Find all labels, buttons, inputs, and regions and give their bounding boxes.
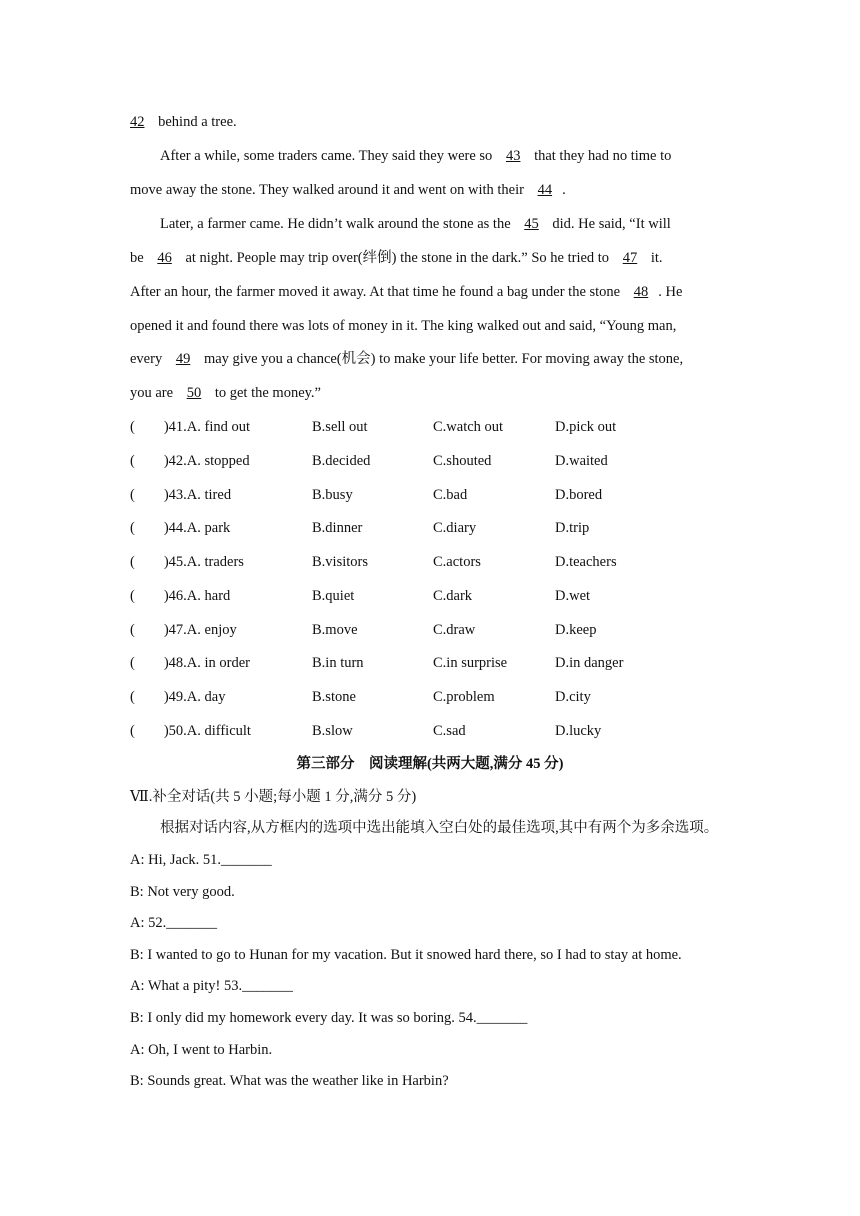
option-c: C.watch out bbox=[433, 419, 504, 435]
blank-46: 46 bbox=[157, 250, 172, 266]
dialogue-line: B: I only did my homework every day. It was so boring. 54._______ bbox=[130, 1010, 528, 1026]
option-d: D.pick out bbox=[555, 419, 617, 435]
passage-line: After a while, some traders came. They said they were so 43 that they had no time to bbox=[160, 148, 672, 164]
option-d: D.bored bbox=[555, 487, 603, 503]
option-c: C.sad bbox=[433, 723, 466, 739]
option-b: B.stone bbox=[312, 689, 356, 705]
option-c: C.actors bbox=[433, 554, 481, 570]
option-b: B.sell out bbox=[312, 419, 368, 435]
option-d: D.in danger bbox=[555, 655, 624, 671]
passage-line: you are 50 to get the money.” bbox=[130, 385, 321, 401]
option-b: B.slow bbox=[312, 723, 353, 739]
option-b: B.visitors bbox=[312, 554, 368, 570]
option-c: C.shouted bbox=[433, 453, 492, 469]
blank-42: 42 bbox=[130, 114, 145, 130]
option-c: C.diary bbox=[433, 520, 477, 536]
section-instructions: 根据对话内容,从方框内的选项中选出能填入空白处的最佳选项,其中有两个为多余选项。 bbox=[160, 820, 719, 836]
dialogue-line: A: Oh, I went to Harbin. bbox=[130, 1042, 273, 1058]
question-stem: ( )49.A. day bbox=[130, 689, 226, 705]
option-b: B.dinner bbox=[312, 520, 363, 536]
question-stem: ( )42.A. stopped bbox=[130, 453, 250, 469]
blank-50: 50 bbox=[186, 385, 202, 401]
question-stem: ( )41.A. find out bbox=[130, 419, 251, 435]
blank-48: 48 bbox=[633, 284, 649, 300]
dialogue-line: B: I wanted to go to Hunan for my vacation. But it snowed hard there, so I had to stay at home. bbox=[130, 947, 682, 963]
passage-line: every 49 may give you a chance(机会) to make your life better. For moving away the stone, bbox=[130, 351, 684, 367]
option-d: D.city bbox=[555, 689, 591, 705]
option-c: C.draw bbox=[433, 622, 476, 638]
option-d: D.wet bbox=[555, 588, 591, 604]
option-c: C.bad bbox=[433, 487, 468, 503]
passage-line: Later, a farmer came. He didn’t walk around the stone as the 45 did. He said, “It will bbox=[160, 216, 671, 232]
blank-45: 45 bbox=[524, 216, 539, 232]
passage-line: After an hour, the farmer moved it away. At that time he found a bag under the stone 48 . He bbox=[130, 284, 683, 300]
dialogue-line: A: 52._______ bbox=[130, 915, 217, 931]
passage-line: be 46 at night. People may trip over(绊倒) the stone in the dark.” So he tried to 47 it. bbox=[130, 250, 663, 266]
option-b: B.busy bbox=[312, 487, 353, 503]
part-heading: 第三部分 阅读理解(共两大题,满分 45 分) bbox=[296, 756, 564, 772]
option-d: D.waited bbox=[555, 453, 608, 469]
question-stem: ( )44.A. park bbox=[130, 520, 231, 536]
option-c: C.problem bbox=[433, 689, 495, 705]
passage-line: opened it and found there was lots of money in it. The king walked out and said, “Young man, bbox=[130, 318, 677, 334]
option-d: D.trip bbox=[555, 520, 590, 536]
question-stem: ( )50.A. difficult bbox=[130, 723, 251, 739]
option-d: D.lucky bbox=[555, 723, 602, 739]
question-stem: ( )48.A. in order bbox=[130, 655, 251, 671]
blank-49: 49 bbox=[175, 351, 191, 367]
blank-43: 43 bbox=[505, 148, 521, 164]
blank-44: 44 bbox=[537, 182, 553, 198]
option-d: D.keep bbox=[555, 622, 597, 638]
dialogue-line: B: Sounds great. What was the weather like in Harbin? bbox=[130, 1073, 449, 1089]
option-c: C.dark bbox=[433, 588, 473, 604]
option-d: D.teachers bbox=[555, 554, 617, 570]
question-stem: ( )46.A. hard bbox=[130, 588, 231, 604]
option-b: B.decided bbox=[312, 453, 371, 469]
question-stem: ( )45.A. traders bbox=[130, 554, 244, 570]
option-b: B.in turn bbox=[312, 655, 364, 671]
passage-line: 42 behind a tree. bbox=[130, 114, 237, 130]
option-b: B.move bbox=[312, 622, 358, 638]
blank-47: 47 bbox=[622, 250, 638, 266]
passage-line: move away the stone. They walked around it and went on with their 44 . bbox=[130, 182, 566, 198]
section-title: Ⅶ.补全对话(共 5 小题;每小题 1 分,满分 5 分) bbox=[130, 789, 417, 805]
dialogue-line: B: Not very good. bbox=[130, 884, 235, 900]
option-b: B.quiet bbox=[312, 588, 355, 604]
dialogue-line: A: What a pity! 53._______ bbox=[130, 978, 293, 994]
question-stem: ( )47.A. enjoy bbox=[130, 622, 237, 638]
dialogue-line: A: Hi, Jack. 51._______ bbox=[130, 852, 272, 868]
question-stem: ( )43.A. tired bbox=[130, 487, 232, 503]
option-c: C.in surprise bbox=[433, 655, 508, 671]
